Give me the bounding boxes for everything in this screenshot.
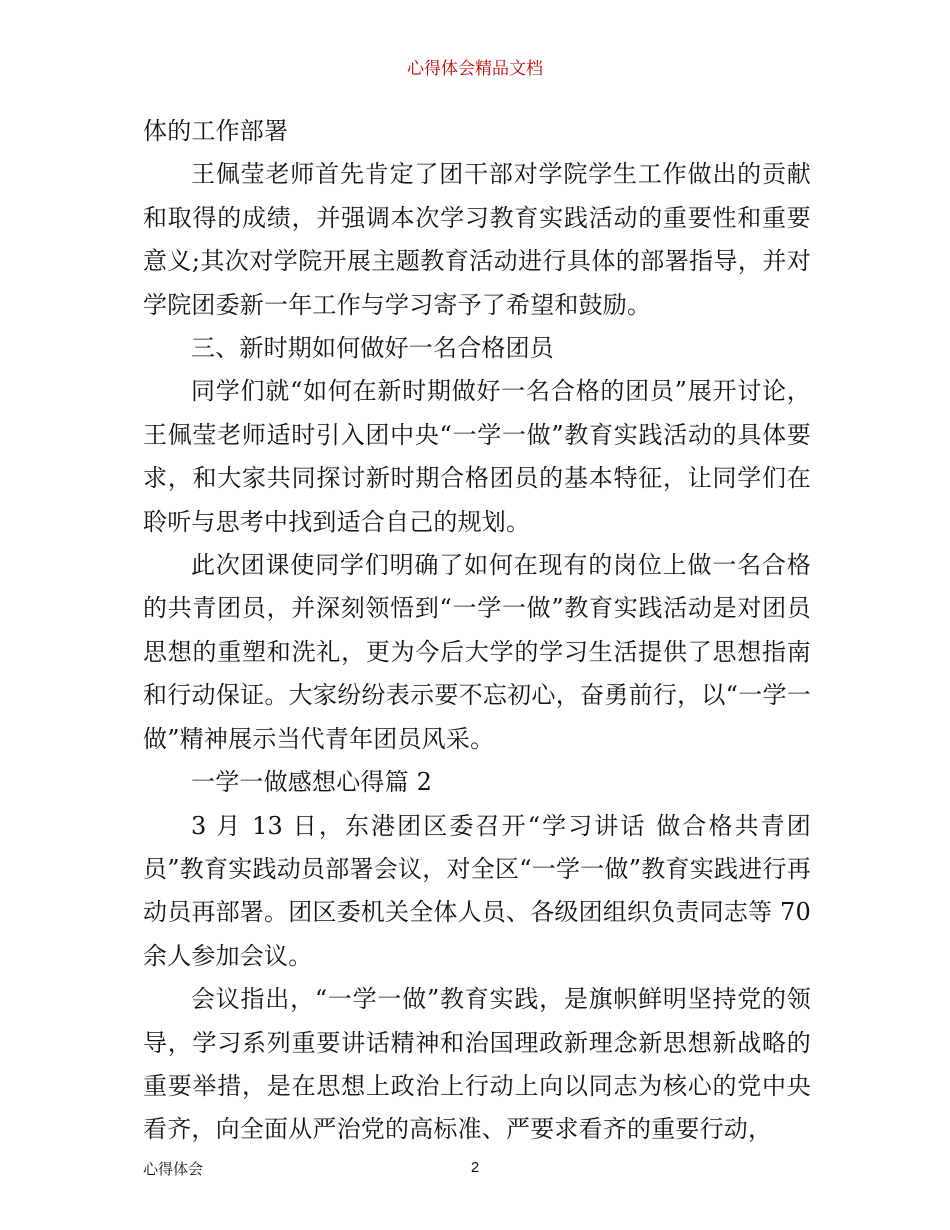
paragraph-1: 体的工作部署 (143, 117, 289, 145)
page-number: 2 (470, 1159, 480, 1176)
paragraph-5: 3 月 13 日，东港团区委召开“学习讲话 做合格共青团员”教育实践动员部署会议，对全区“一学一做”教育实践进行再动员再部署。团区委机关全体人员、各级团组织负责同志等 70 余人参加会议。 (143, 811, 811, 970)
document-body (143, 110, 811, 1152)
page-header-title: 心得体会精品文档 (407, 59, 543, 79)
section-heading: 三、新时期如何做好一名合格团员 (191, 334, 554, 363)
paragraph-6: 会议指出，“一学一做”教育实践，是旗帜鲜明坚持党的领导，学习系列重要讲话精神和治国理政新理念新思想新战略的重要举措，是在思想上政治上行动上向以同志为核心的党中央看齐，向全面从严治党的高标准、严要求看齐的重要行动， (143, 985, 811, 1144)
paragraph-2: 王佩莹老师首先肯定了团干部对学院学生工作做出的贡献和取得的成绩，并强调本次学习教育实践活动的重要性和重要意义;其次对学院开展主题教育活动进行具体的部署指导，并对学院团委新一年工作与学习寄予了希望和鼓励。 (143, 160, 811, 319)
paragraph-4: 此次团课使同学们明确了如何在现有的岗位上做一名合格的共青团员，并深刻领悟到“一学一做”教育实践活动是对团员思想的重塑和洗礼，更为今后大学的学习生活提供了思想指南和行动保证。大家纷纷表示要不忘初心，奋勇前行，以“一学一做”精神展示当代青年团员风采。 (143, 551, 811, 753)
article-title: 一学一做感想心得篇 2 (191, 768, 433, 797)
paragraph-3: 同学们就“如何在新时期做好一名合格的团员”展开讨论，王佩莹老师适时引入团中央“一学一做”教育实践活动的具体要求，和大家共同探讨新时期合格团员的基本特征，让同学们在聆听与思考中找到适合自己的规划。 (143, 377, 811, 536)
footer-label: 心得体会 (143, 1160, 204, 1178)
